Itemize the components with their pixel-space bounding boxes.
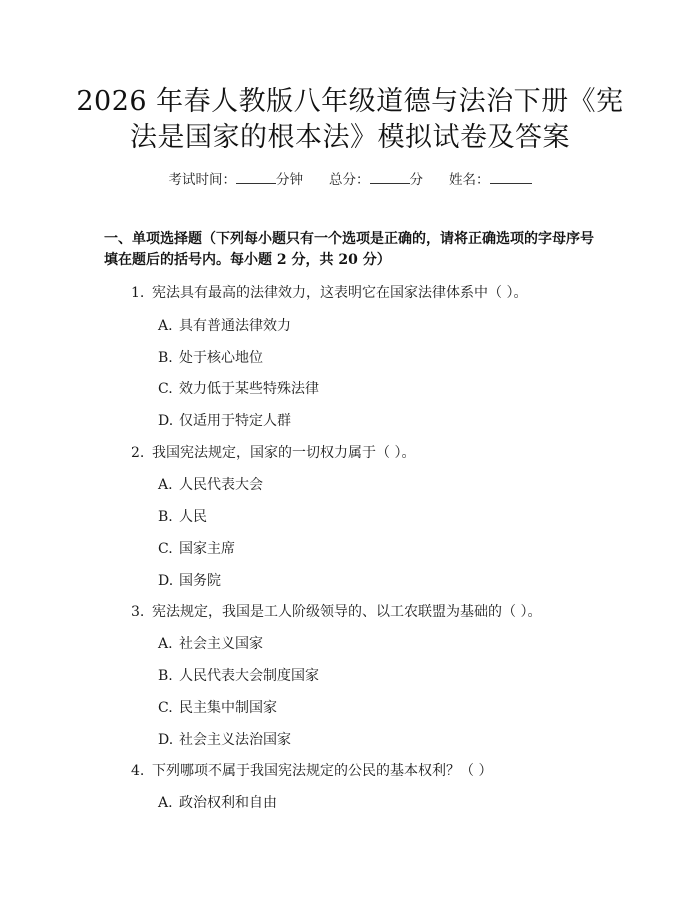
exam-info-row	[0, 168, 700, 188]
option-letter: C.	[158, 700, 173, 716]
option-text: 效力低于某些特殊法律	[179, 381, 319, 397]
question-text: 宪法规定，我国是工人阶级领导的、以工农联盟为基础的（ ）。	[152, 604, 542, 620]
option-text: 民主集中制国家	[179, 700, 277, 716]
option-3a	[158, 633, 263, 653]
question-number: 2.	[131, 445, 145, 461]
option-2c	[158, 538, 235, 558]
option-letter: A.	[158, 795, 173, 811]
option-letter: C.	[158, 541, 173, 557]
exam-title-line-2: 法是国家的根本法》模拟试卷及答案	[130, 122, 570, 153]
question-4	[131, 760, 492, 780]
question-2	[131, 442, 415, 462]
option-text: 具有普通法律效力	[179, 318, 291, 334]
option-2d	[158, 570, 221, 590]
option-text: 国务院	[179, 573, 221, 589]
option-text: 社会主义国家	[179, 636, 263, 652]
option-1c	[158, 378, 319, 398]
option-1d	[158, 410, 291, 430]
option-letter: B.	[158, 509, 173, 525]
option-text: 人民	[179, 509, 207, 525]
option-text: 仅适用于特定人群	[179, 413, 291, 429]
question-number: 4.	[131, 763, 145, 779]
option-1b	[158, 347, 263, 367]
name-blank	[490, 171, 532, 184]
option-text: 处于核心地位	[179, 350, 263, 366]
score-label: 总分：	[329, 172, 370, 188]
question-3	[131, 601, 541, 621]
option-text: 人民代表大会制度国家	[179, 668, 319, 684]
option-1a	[158, 315, 291, 335]
option-3d	[158, 729, 291, 749]
option-letter: D.	[158, 413, 174, 429]
time-blank	[236, 171, 276, 184]
question-1	[131, 282, 527, 302]
option-4a	[158, 792, 277, 812]
section-heading-line-1: 一、单项选择题（下列每小题只有一个选项是正确的，请将正确选项的字母序号	[104, 231, 594, 247]
option-text: 国家主席	[179, 541, 235, 557]
section-heading-line-2: 填在题后的括号内。每小题 2 分，共 20 分）	[104, 252, 391, 268]
option-letter: D.	[158, 573, 174, 589]
option-letter: C.	[158, 381, 173, 397]
option-letter: A.	[158, 636, 173, 652]
option-2a	[158, 474, 263, 494]
option-letter: B.	[158, 668, 173, 684]
option-3c	[158, 697, 277, 717]
question-text: 下列哪项不属于我国宪法规定的公民的基本权利？（ ）	[152, 763, 493, 779]
option-text: 人民代表大会	[179, 477, 263, 493]
option-letter: D.	[158, 732, 174, 748]
time-label: 考试时间：	[168, 172, 236, 188]
question-text: 宪法具有最高的法律效力，这表明它在国家法律体系中（ ）。	[152, 285, 528, 301]
question-number: 3.	[131, 604, 145, 620]
question-number: 1.	[131, 285, 145, 301]
time-unit: 分钟	[276, 172, 303, 188]
option-3b	[158, 665, 319, 685]
option-text: 政治权利和自由	[179, 795, 277, 811]
score-blank	[370, 171, 410, 184]
name-label: 姓名：	[449, 172, 490, 188]
option-letter: A.	[158, 477, 173, 493]
score-unit: 分	[409, 172, 423, 188]
option-letter: A.	[158, 318, 173, 334]
question-text: 我国宪法规定，国家的一切权力属于（ ）。	[152, 445, 416, 461]
exam-title-line-1: 2026 年春人教版八年级道德与法治下册《宪	[76, 86, 624, 117]
option-letter: B.	[158, 350, 173, 366]
option-text: 社会主义法治国家	[179, 732, 291, 748]
option-2b	[158, 506, 207, 526]
